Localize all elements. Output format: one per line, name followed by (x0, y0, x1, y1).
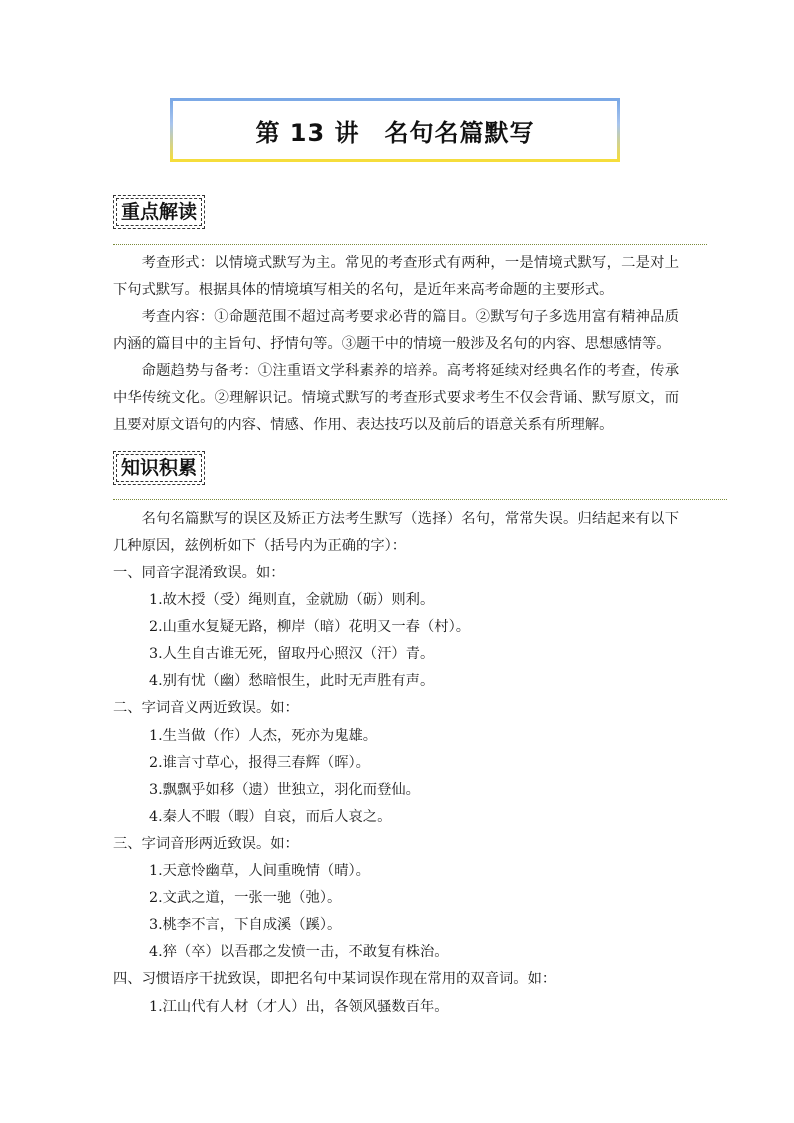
paragraph-exam-format: 考查形式：以情境式默写为主。常见的考查形式有两种，一是情境式默写，二是对上下句式默写。根据具体的情境填写相关的名句，是近年来高考命题的主要形式。 (113, 255, 679, 298)
list-item: 3.人生自古谁无死，留取丹心照汉（汗）青。 (149, 646, 435, 663)
list-heading: 三、字词音形两近致误。如： (113, 835, 299, 852)
section-divider-2 (113, 499, 727, 500)
list-item: 1.江山代有人材（才人）出，各领风骚数百年。 (149, 998, 449, 1015)
list-item: 2.谁言寸草心，报得三春辉（晖）。 (149, 754, 370, 771)
list-heading: 二、字词音义两近致误。如： (113, 700, 299, 717)
list-item: 1.生当做（作）人杰，死亦为鬼雄。 (149, 727, 378, 744)
list-item: 3.飘飘乎如移（遗）世独立，羽化而登仙。 (149, 781, 420, 798)
lesson-title: 第 13 讲 名句名篇默写 (255, 118, 535, 147)
paragraph-exam-content: 考查内容：①命题范围不超过高考要求必背的篇目。②默写句子多选用富有精神品质内涵的篇目中的主旨句、抒情句等。③题干中的情境一般涉及名句的内容、思想感情等。 (113, 309, 679, 352)
lesson-title-box (170, 98, 620, 162)
list-item: 2.文武之道，一张一驰（弛）。 (149, 890, 342, 907)
list-item: 4.别有忧（幽）愁暗恨生，此时无声胜有声。 (149, 673, 435, 690)
list-item: 3.桃李不言，下自成溪（蹊）。 (149, 917, 342, 934)
section-tag-knowledge (113, 451, 205, 485)
list-item: 1.天意怜幽草，人间重晚情（晴）。 (149, 863, 370, 880)
list-item: 4.猝（卒）以吾郡之发愤一击，不敢复有株治。 (149, 944, 449, 961)
error-examples-list (113, 560, 713, 1021)
paragraph-intro: 名句名篇默写的误区及矫正方法考生默写（选择）名句，常常失误。归结起来有以下几种原因，兹例析如下（括号内为正确的字）： (113, 511, 679, 554)
paragraph-exam-trend: 命题趋势与备考：①注重语文学科素养的培养。高考将延续对经典名作的考查，传承中华传统文化。②理解识记。情境式默写的考查形式要求考生不仅会背诵、默写原文，而且要对原文语句的内容、情感、作用、表达技巧以及前后的语意关系有所理解。 (113, 363, 679, 433)
section-tag-key-points (113, 195, 205, 229)
list-heading: 四、习惯语序干扰致误，即把名句中某词误作现在常用的双音词。如： (113, 971, 557, 988)
section-label-knowledge: 知识积累 (116, 454, 202, 482)
section-label-key-points: 重点解读 (116, 198, 202, 226)
list-heading: 一、同音字混淆致误。如： (113, 565, 285, 581)
list-item: 4.秦人不暇（暇）自哀，而后人哀之。 (149, 808, 392, 825)
list-item: 1.故木授（受）绳则直，金就励（砺）则利。 (149, 592, 435, 609)
list-item: 2.山重水复疑无路，柳岸（暗）花明又一春（村）。 (149, 619, 471, 636)
section-divider-1 (113, 244, 707, 245)
